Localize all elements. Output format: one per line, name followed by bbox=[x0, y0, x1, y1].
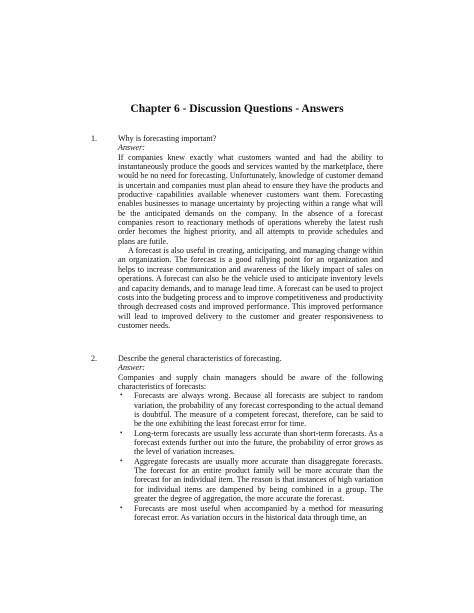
question-1-number: 1. bbox=[91, 134, 98, 143]
answer-label: Answer: bbox=[118, 143, 145, 153]
bullet-icon: • bbox=[120, 503, 123, 512]
bullet-icon: • bbox=[120, 428, 123, 437]
question-2 bbox=[91, 354, 383, 522]
question-2-number: 2. bbox=[91, 354, 98, 363]
list-item-text: Long-term forecasts are usually less accurate than short-term forecasts. As a forecast extends further out into the future, the probability of error grows as the level of variation increases. bbox=[134, 428, 383, 457]
list-item-text: Aggregate forecasts are usually more accurate than disaggregate forecasts. The forecast for an entire product family will be more accurate than the forecast for an individual item. The reason is that instances of high variation for individual items are dampened by being combined in a group. The greater the degree of aggregation, the more accurate the forecast. bbox=[134, 456, 383, 504]
list-item bbox=[120, 503, 383, 523]
list-item-text: Forecasts are most useful when accompanied by a method for measuring forecast error. As variation occurs in the historical data through time, an bbox=[134, 503, 383, 522]
answer-paragraph: If companies knew exactly what customers wanted and had the ability to instantaneously produce the goods and services wanted by the marketplace, there would be no need for forecasting. Unfortunately, knowledge of customer demand is uncertain and companies must plan ahead to ensure they have the products and productive capabilities available whenever customers want them. Forecasting enables businesses to manage uncertainty by projecting within a range what will be the anticipated demands on the company. In the absence of a forecast companies resort to reactionary methods of operations whereby the latest rush order becomes the highest priority, and all attempts to provide schedules and plans are futile. bbox=[118, 152, 383, 246]
answer-paragraph: Companies and supply chain managers should be aware of the following characteristics of forecasts: bbox=[118, 372, 383, 392]
list-item-text: Forecasts are always wrong. Because all forecasts are subject to random variation, the probability of any forecast corresponding to the actual demand is doubtful. The measure of a competent forecast, therefore, can be said to be the one exhibiting the least forecast error for time. bbox=[134, 391, 383, 429]
question-1 bbox=[91, 134, 383, 330]
page-title: Chapter 6 - Discussion Questions - Answers bbox=[130, 103, 344, 115]
list-item bbox=[120, 456, 383, 504]
list-item bbox=[120, 428, 383, 457]
list-item bbox=[120, 391, 383, 429]
question-1-text: Why is forecasting important? bbox=[118, 134, 217, 143]
question-2-text: Describe the general characteristics of forecasting. bbox=[118, 354, 282, 363]
question-1-answer bbox=[91, 143, 383, 330]
characteristics-list bbox=[118, 391, 383, 522]
answer-paragraph: A forecast is also useful in creating, anticipating, and managing change within an organization. The forecast is a good rallying point for an organization and helps to increase communication and awareness of the likely impact of sales on operations. A forecast can also be the vehicle used to anticipate inventory levels and capacity demands, and to manage lead time. A forecast can be used to project costs into the budgeting process and to improve competitiveness and productivity through decreased costs and improved performance. This improved performance will lead to improved delivery to the customer and greater responsiveness to customer needs. bbox=[118, 246, 383, 330]
bullet-icon: • bbox=[120, 391, 123, 400]
bullet-icon: • bbox=[120, 456, 123, 465]
question-2-heading bbox=[91, 354, 383, 363]
question-1-heading bbox=[91, 134, 383, 143]
question-2-answer bbox=[91, 363, 383, 522]
answer-label: Answer: bbox=[118, 363, 145, 373]
